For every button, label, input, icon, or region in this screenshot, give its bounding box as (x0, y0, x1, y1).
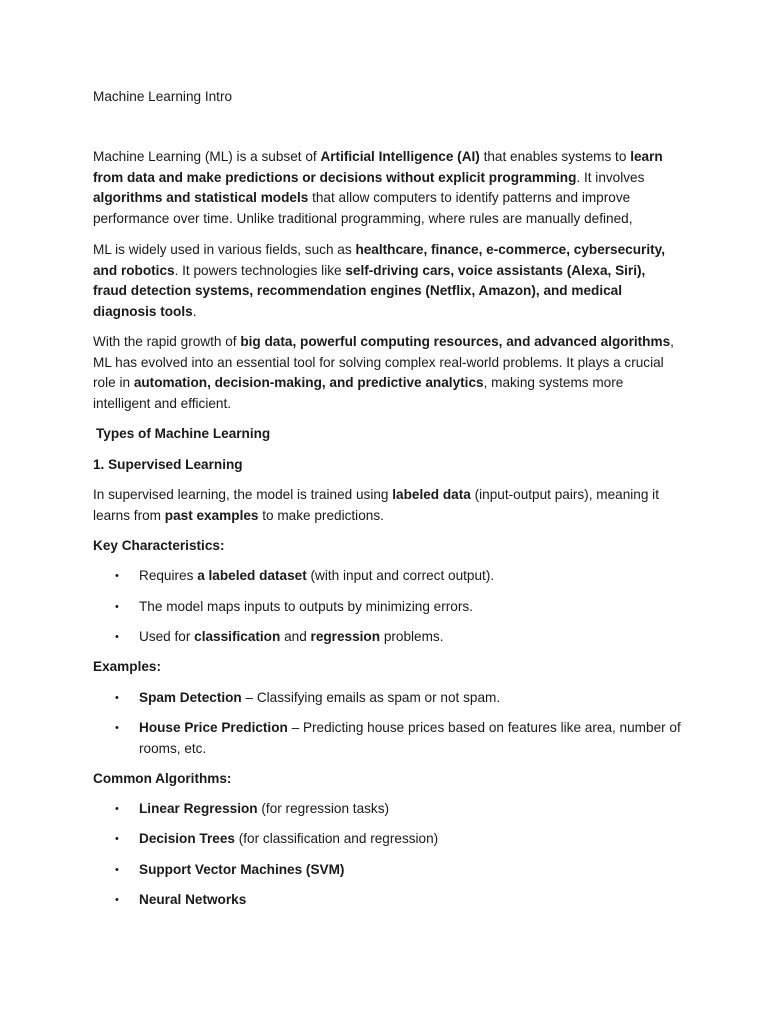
bullet-icon: • (115, 803, 119, 815)
bullet-icon: • (115, 631, 119, 643)
supervised-paragraph: In supervised learning, the model is trained using labeled data (input-output pairs), meaning it learns from past examples to make predictions. (93, 487, 659, 523)
bullet-icon: • (115, 692, 119, 704)
list-item (115, 597, 683, 618)
list-item-text: The model maps inputs to outputs by minimizing errors. (139, 599, 473, 614)
list-item-text: Used for classification and regression problems. (139, 629, 444, 644)
list-item-text: Requires a labeled dataset (with input and correct output). (139, 568, 495, 583)
list-item (115, 829, 683, 850)
bullet-icon: • (115, 570, 119, 582)
list-item (115, 718, 683, 759)
supervised-heading: 1. Supervised Learning (93, 457, 243, 472)
applications-paragraph: ML is widely used in various fields, such as healthcare, finance, e-commerce, cybersecurity, and robotics. It powers technologies like self-driving cars, voice assistants (Alexa, Siri), fraud detection systems, recommendation engines (Netflix, Amazon), and medical diagnosis tools. (93, 242, 665, 319)
bullet-icon: • (115, 833, 119, 845)
list-item-text: Support Vector Machines (SVM) (139, 862, 345, 877)
list-item-text: Linear Regression (for regression tasks) (139, 801, 390, 816)
bullet-icon: • (115, 894, 119, 906)
list-item (115, 860, 683, 881)
examples-heading: Examples: (93, 659, 162, 674)
intro-paragraph: Machine Learning (ML) is a subset of Artificial Intelligence (AI) that enables systems to learn from data and make predictions or decisions without explicit programming. It involves algorithms and statistical models that allow computers to identify patterns and improve performance over time. Unlike traditional programming, where rules are manually defined, (93, 149, 663, 226)
list-item (115, 799, 683, 820)
growth-paragraph: With the rapid growth of big data, powerful computing resources, and advanced algorithms, ML has evolved into an essential tool for solving complex real-world problems. It plays a crucial role in automation, decision-making, and predictive analytics, making systems more intelligent and efficient. (93, 334, 674, 411)
bullet-icon: • (115, 864, 119, 876)
bullet-icon: • (115, 601, 119, 613)
algorithms-heading: Common Algorithms: (93, 771, 232, 786)
key-characteristics-heading: Key Characteristics: (93, 538, 225, 553)
list-item (115, 627, 683, 648)
document-title: Machine Learning Intro (93, 89, 233, 104)
list-item (115, 688, 683, 709)
list-item-text: House Price Prediction – Predicting house prices based on features like area, number of rooms, etc. (139, 720, 681, 756)
list-item (115, 566, 683, 587)
bullet-icon: • (115, 722, 119, 734)
list-item-text: Neural Networks (139, 892, 247, 907)
types-heading: Types of Machine Learning (96, 426, 271, 441)
list-item-text: Spam Detection – Classifying emails as spam or not spam. (139, 690, 501, 705)
list-item (115, 890, 683, 911)
list-item-text: Decision Trees (for classification and regression) (139, 831, 439, 846)
